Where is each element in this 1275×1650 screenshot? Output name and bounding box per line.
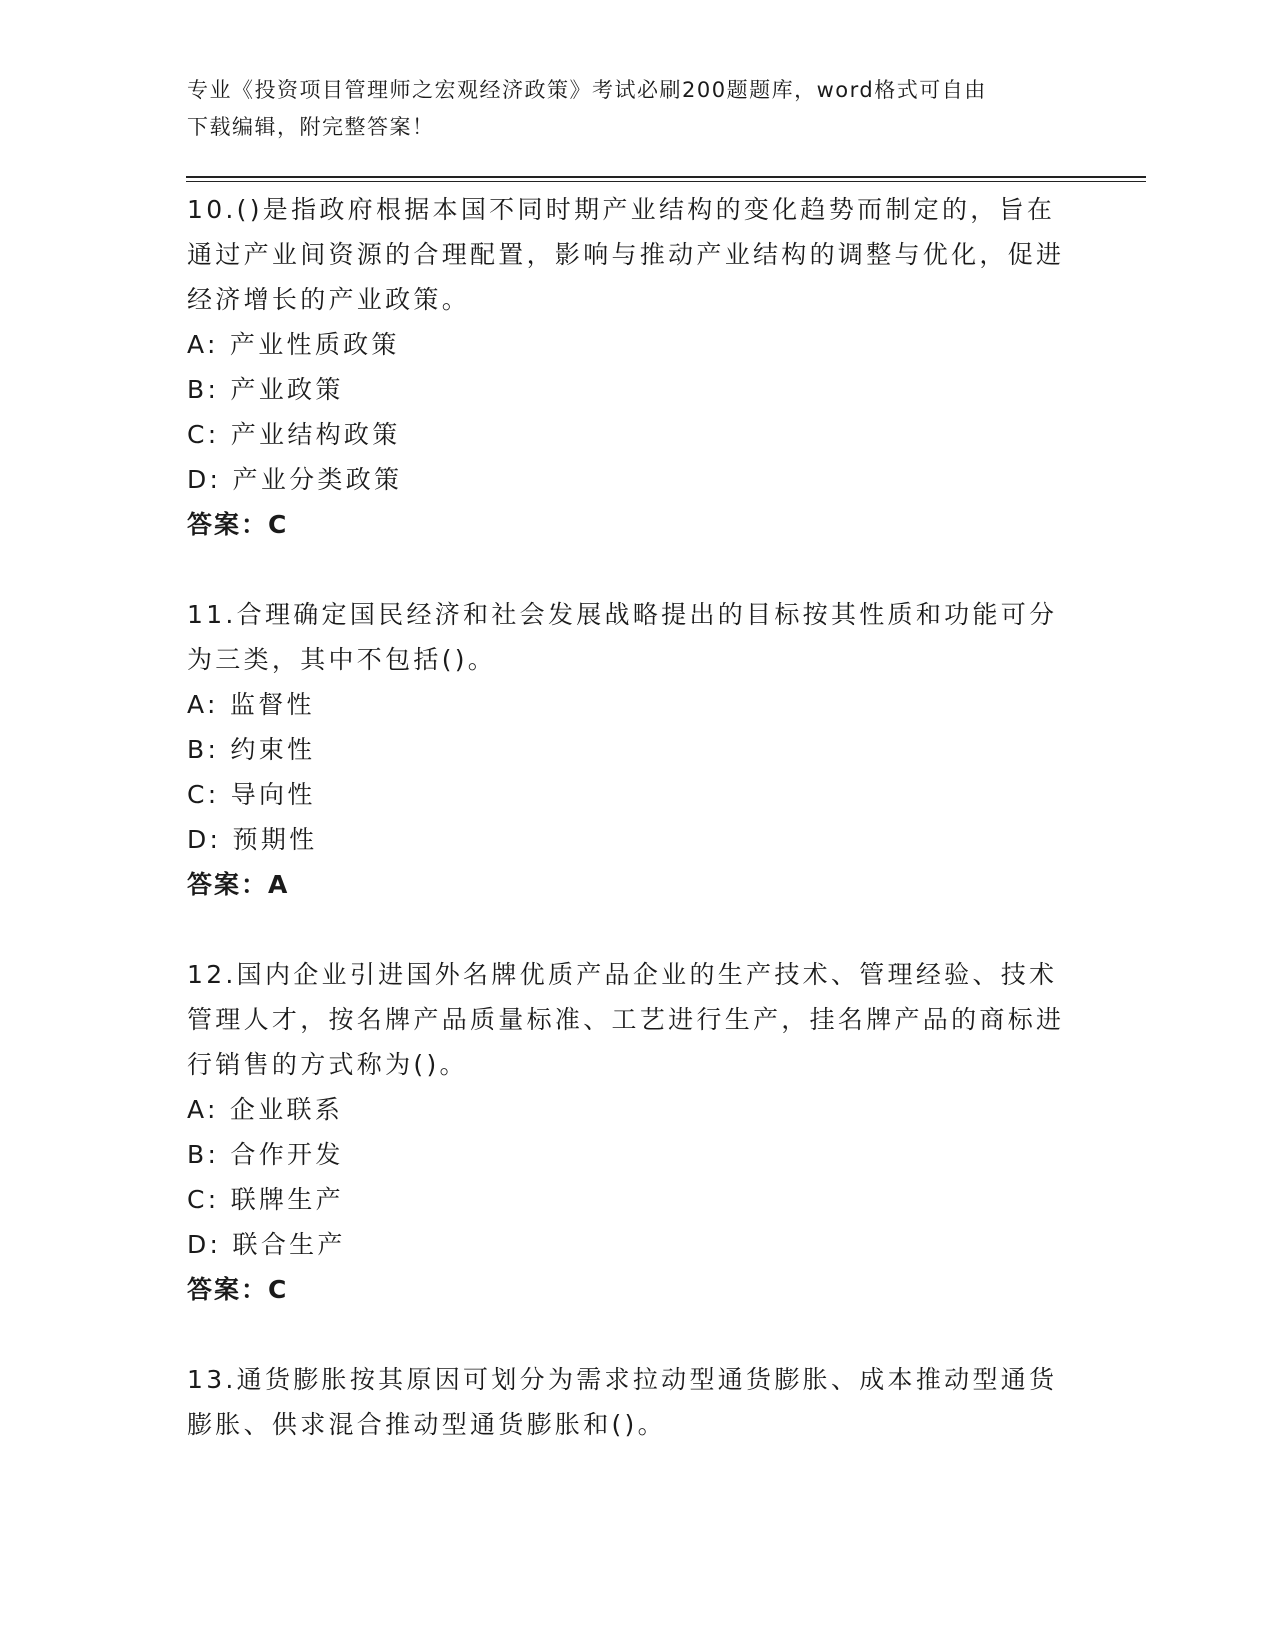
question-stem: 10.()是指政府根据本国不同时期产业结构的变化趋势而制定的，旨在通过产业间资源的合理配置，影响与推动产业结构的调整与优化，促进经济增长的产业政策。 <box>187 195 1065 314</box>
option-d: D: 预期性 <box>187 825 318 854</box>
header-line-1: 专业《投资项目管理师之宏观经济政策》考试必刷200题题库，word格式可自由 <box>187 78 987 102</box>
option-b: B: 合作开发 <box>187 1140 344 1169</box>
header-divider-thin <box>186 181 1146 182</box>
answer-line <box>187 1267 1067 1312</box>
option-d: D: 产业分类政策 <box>187 465 403 494</box>
option-b: B: 产业政策 <box>187 375 344 404</box>
answer-line <box>187 862 1067 907</box>
option-a: A: 产业性质政策 <box>187 330 400 359</box>
answer-line <box>187 502 1067 547</box>
option-b: B: 约束性 <box>187 735 316 764</box>
option-a: A: 企业联系 <box>187 1095 344 1124</box>
answer-label: 答案： <box>187 510 269 539</box>
question-item <box>187 952 1067 1312</box>
answer-label: 答案： <box>187 870 269 899</box>
answer-label: 答案： <box>187 1275 269 1304</box>
answer-value: C <box>268 1275 289 1304</box>
option-c: C: 导向性 <box>187 780 316 809</box>
question-stem: 13.通货膨胀按其原因可划分为需求拉动型通货膨胀、成本推动型通货膨胀、供求混合推动型通货膨胀和()。 <box>187 1365 1058 1439</box>
option-d: D: 联合生产 <box>187 1230 346 1259</box>
question-stem: 12.国内企业引进国外名牌优质产品企业的生产技术、管理经验、技术管理人才，按名牌产品质量标准、工艺进行生产，挂名牌产品的商标进行销售的方式称为()。 <box>187 960 1065 1079</box>
document-header <box>187 72 1067 146</box>
question-item <box>187 592 1067 907</box>
question-item <box>187 187 1067 547</box>
answer-value: A <box>268 870 290 899</box>
header-divider-thick <box>186 176 1146 178</box>
option-c: C: 产业结构政策 <box>187 420 401 449</box>
question-item <box>187 1357 1067 1447</box>
header-line-2: 下载编辑，附完整答案！ <box>187 115 435 139</box>
question-stem: 11.合理确定国民经济和社会发展战略提出的目标按其性质和功能可分为三类，其中不包括()。 <box>187 600 1058 674</box>
option-c: C: 联牌生产 <box>187 1185 344 1214</box>
answer-value: C <box>268 510 289 539</box>
question-list <box>187 187 1067 1492</box>
option-a: A: 监督性 <box>187 690 315 719</box>
